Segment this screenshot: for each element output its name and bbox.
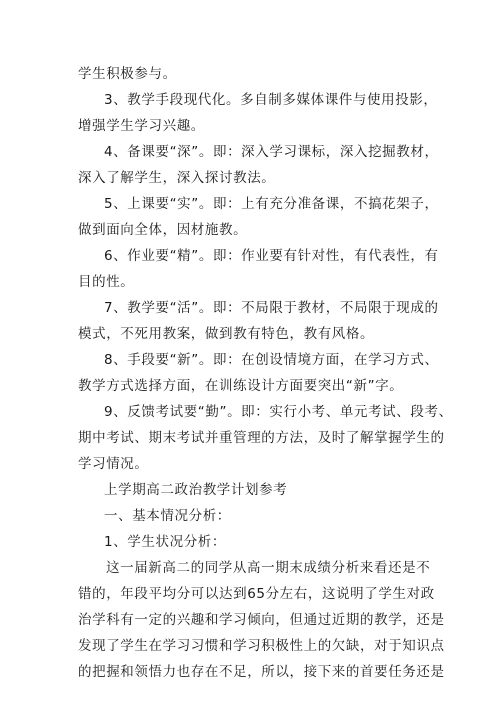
text-line: 错的，年段平均分可以达到65分左右，这说明了学生对政	[78, 586, 435, 602]
text-line: 期中考试、期末考试并重管理的方法，及时了解掌握学生的	[78, 430, 445, 446]
text-line: 学习情况。	[78, 456, 149, 472]
text-line: 治学科有一定的兴趣和学习倾向，但通过近期的教学，还是	[78, 612, 445, 628]
text-line: 发现了学生在学习习惯和学习积极性上的欠缺，对于知识点	[78, 638, 445, 654]
section-heading: 一、基本情况分析：	[104, 508, 231, 524]
text-line: 的把握和领悟力也存在不足，所以，接下来的首要任务还是	[78, 664, 445, 680]
text-line: 9、反馈考试要“勤”。即：实行小考、单元考试、段考、	[104, 404, 453, 420]
text-line: 这一届新高二的同学从高一期末成绩分析来看还是不	[106, 560, 431, 576]
text-line: 7、教学要“活”。即：不局限于教材，不局限于现成的	[104, 300, 439, 316]
text-line: 8、手段要“新”。即：在创设情境方面，在学习方式、	[104, 352, 439, 368]
text-line: 3、教学手段现代化。多自制多媒体课件与使用投影，	[104, 92, 438, 108]
text-line: 学生积极参与。	[78, 66, 177, 82]
text-line: 深入了解学生，深入探讨教法。	[78, 170, 276, 186]
section-heading: 1、学生状况分析：	[104, 534, 226, 550]
text-line: 目的性。	[78, 274, 135, 290]
text-line: 做到面向全体，因材施教。	[78, 222, 248, 238]
section-heading: 上学期高二政治教学计划参考	[104, 482, 288, 498]
text-line: 模式，不死用教案，做到教有特色，教有风格。	[78, 326, 375, 342]
text-line: 教学方式选择方面，在训练设计方面要突出“新”字。	[78, 378, 404, 394]
text-line: 6、作业要“精”。即：作业要有针对性，有代表性，有	[104, 248, 439, 264]
text-line: 5、上课要“实”。即：上有充分准备课，不搞花架子，	[104, 196, 439, 212]
text-line: 增强学生学习兴趣。	[78, 118, 205, 134]
text-line: 4、备课要“深”。即：深入学习课标，深入挖掘教材，	[104, 144, 439, 160]
